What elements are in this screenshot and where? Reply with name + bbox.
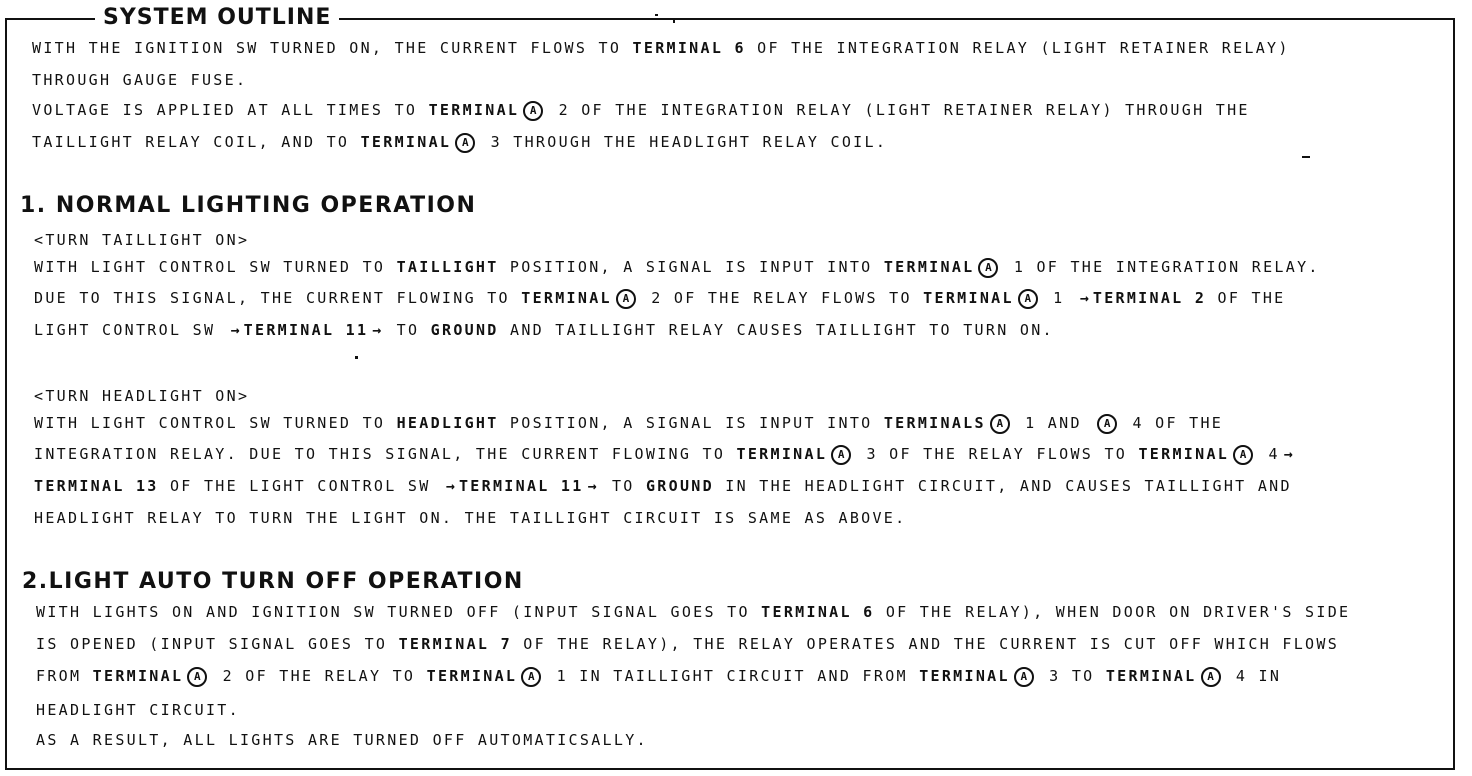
- frame-title: SYSTEM OUTLINE: [95, 4, 339, 32]
- circled-a-icon: A: [978, 258, 998, 278]
- section-1-heading: 1. NORMAL LIGHTING OPERATION: [20, 193, 477, 218]
- arrow-right-icon: →: [445, 477, 455, 495]
- headlight-line-2: INTEGRATION RELAY. DUE TO THIS SIGNAL, THE CURRENT FLOWING TO TERMINAL A 3 OF THE RELAY FLOWS TO TERMINAL A 4 →: [34, 445, 1293, 463]
- circled-a-icon: A: [523, 101, 543, 121]
- arrow-right-icon: →: [1283, 445, 1293, 463]
- intro-line-1: WITH THE IGNITION SW TURNED ON, THE CURRENT FLOWS TO TERMINAL 6 OF THE INTEGRATION RELAY (LIGHT RETAINER RELAY): [32, 39, 1290, 57]
- intro-line-2: THROUGH GAUGE FUSE.: [32, 71, 248, 89]
- circled-a-icon: A: [1097, 414, 1117, 434]
- scan-speck: [355, 356, 358, 359]
- headlight-line-3: TERMINAL 13 OF THE LIGHT CONTROL SW → TERMINAL 11 → TO GROUND IN THE HEADLIGHT CIRCUIT, AND CAUSES TAILLIGHT AND: [34, 477, 1292, 495]
- auto-off-line-3: FROM TERMINAL A 2 OF THE RELAY TO TERMINAL A 1 IN TAILLIGHT CIRCUIT AND FROM TERMINAL A 3 TO TERMINAL A 4 IN: [36, 667, 1282, 685]
- circled-a-icon: A: [1014, 667, 1034, 687]
- circled-a-icon: A: [521, 667, 541, 687]
- circled-a-icon: A: [1018, 289, 1038, 309]
- circled-a-icon: A: [831, 445, 851, 465]
- taillight-line-2: DUE TO THIS SIGNAL, THE CURRENT FLOWING TO TERMINAL A 2 OF THE RELAY FLOWS TO TERMINAL A 1 → TERMINAL 2 OF THE: [34, 289, 1286, 307]
- circled-a-icon: A: [1233, 445, 1253, 465]
- auto-off-line-2: IS OPENED (INPUT SIGNAL GOES TO TERMINAL 7 OF THE RELAY), THE RELAY OPERATES AND THE CURRENT IS CUT OFF WHICH FLOWS: [36, 635, 1340, 653]
- auto-off-line-4: HEADLIGHT CIRCUIT.: [36, 701, 240, 719]
- scan-speck: [1302, 156, 1310, 158]
- taillight-subheading: <TURN TAILLIGHT ON>: [34, 231, 250, 249]
- arrow-right-icon: →: [230, 321, 240, 339]
- intro-line-4: TAILLIGHT RELAY COIL, AND TO TERMINAL A 3 THROUGH THE HEADLIGHT RELAY COIL.: [32, 133, 888, 151]
- circled-a-icon: A: [1201, 667, 1221, 687]
- section-2-heading: 2.LIGHT AUTO TURN OFF OPERATION: [22, 569, 524, 594]
- auto-off-line-5: AS A RESULT, ALL LIGHTS ARE TURNED OFF AUTOMATICSALLY.: [36, 731, 648, 749]
- intro-line-3: VOLTAGE IS APPLIED AT ALL TIMES TO TERMINAL A 2 OF THE INTEGRATION RELAY (LIGHT RETAINER RELAY) THROUGH THE: [32, 101, 1250, 119]
- circled-a-icon: A: [455, 133, 475, 153]
- scan-speck: [655, 14, 658, 16]
- headlight-line-4: HEADLIGHT RELAY TO TURN THE LIGHT ON. THE TAILLIGHT CIRCUIT IS SAME AS ABOVE.: [34, 509, 907, 527]
- auto-off-line-1: WITH LIGHTS ON AND IGNITION SW TURNED OFF (INPUT SIGNAL GOES TO TERMINAL 6 OF THE RELAY), WHEN DOOR ON DRIVER'S SIDE: [36, 603, 1351, 621]
- circled-a-icon: A: [990, 414, 1010, 434]
- arrow-right-icon: →: [1079, 289, 1089, 307]
- circled-a-icon: A: [616, 289, 636, 309]
- headlight-line-1: WITH LIGHT CONTROL SW TURNED TO HEADLIGHT POSITION, A SIGNAL IS INPUT INTO TERMINALS A 1 AND A 4 OF THE: [34, 414, 1224, 432]
- headlight-subheading: <TURN HEADLIGHT ON>: [34, 387, 250, 405]
- taillight-line-1: WITH LIGHT CONTROL SW TURNED TO TAILLIGHT POSITION, A SIGNAL IS INPUT INTO TERMINAL A 1 OF THE INTEGRATION RELAY.: [34, 258, 1320, 276]
- arrow-right-icon: →: [372, 321, 382, 339]
- circled-a-icon: A: [187, 667, 207, 687]
- taillight-line-3: LIGHT CONTROL SW → TERMINAL 11 → TO GROUND AND TAILLIGHT RELAY CAUSES TAILLIGHT TO TURN ON.: [34, 321, 1054, 339]
- arrow-right-icon: →: [587, 477, 597, 495]
- scan-speck: [673, 20, 675, 23]
